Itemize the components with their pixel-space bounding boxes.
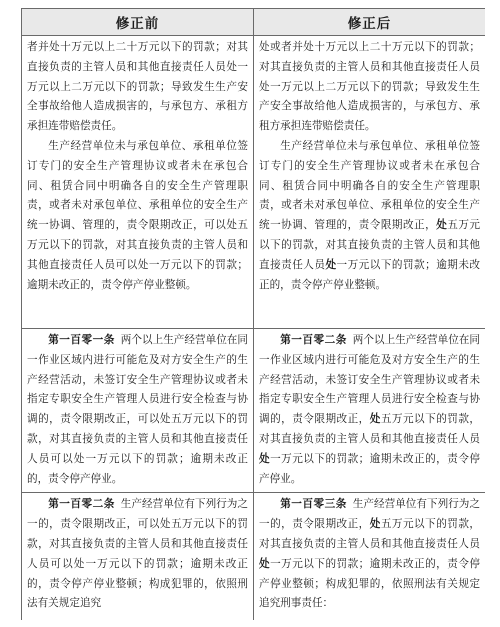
revised-word: 处 — [436, 219, 448, 232]
cell-after — [254, 36, 486, 329]
article-number: 第一百零一条 — [48, 334, 115, 346]
header-after: 修正后 — [254, 9, 486, 36]
paragraph — [259, 495, 480, 614]
paragraph — [259, 137, 480, 295]
text-segment: 五万元以下的罚款，对其直接负责的主管人员和其他直接责任人员 — [259, 219, 481, 271]
paragraph: 生产经营单位未与承包单位、承租单位签订专门的安全生产管理协议或者未在承包合同、租赁合同中明确各自的安全生产管理职责，或者未对承包单位、承租单位的安全生产统一协调、管理的，责令限期改正，可以处五万元以下的罚款，对其直接负责的主管人员和其他直接责任人员可以处一万元以下的罚款；逾期未改正的，责令停产停业整顿。 — [27, 139, 248, 291]
text-segment: 一万元以下的罚款；逾期未改正的，责令停产停业。 — [259, 452, 481, 485]
comparison-table — [21, 8, 485, 620]
text-segment: 生产经营单位有下列行为之一的，责令限期改正， — [259, 498, 481, 531]
paragraph: 处或者并处十万元以上二十万元以下的罚款；对其直接负责的主管人员和其他直接责任人员处一万元以上二万元以下的罚款；导致发生生产安全事故给他人造成损害的，与承包方、承租方承担连带赔偿责任。 — [259, 41, 480, 133]
article-number: 第一百零二条 — [48, 498, 115, 511]
cell-before — [22, 329, 254, 493]
cell-before — [22, 36, 254, 329]
article-number: 第一百零三条 — [280, 498, 347, 511]
header-before: 修正前 — [22, 9, 254, 36]
paragraph — [259, 331, 480, 489]
paragraph — [27, 495, 248, 614]
comparison-page — [21, 8, 485, 620]
header-row — [22, 9, 486, 36]
cell-after — [254, 329, 486, 493]
text-segment: 一万元以下的罚款；逾期未改正的，责令停产停业整顿。 — [259, 258, 481, 291]
text-segment: 五万元以下的罚款，对其直接负责的主管人员和其他直接责任人员 — [259, 518, 481, 550]
revised-word: 处 — [259, 452, 271, 465]
revised-word: 处 — [369, 413, 381, 426]
table-row — [22, 36, 486, 329]
table-row — [22, 493, 486, 620]
revised-word: 处 — [259, 557, 271, 570]
cell-after — [254, 493, 486, 620]
text-segment: 两个以上生产经营单位在同一作业区域内进行可能危及对方安全生产的生产经营活动，未签订安全生产管理协议或者未指定专职安全生产管理人员进行安全检查与协调的，责令限期改正， — [259, 334, 481, 426]
text-segment: 两个以上生产经营单位在同一作业区域内进行可能危及对方安全生产的生产经营活动，未签订安全生产管理协议或者未指定专职安全生产管理人员进行安全检查与协调的，责令限期改正，可以处五万元以下的罚款，对其直接负责的主管人员和其他直接责任人员可以处一万元以下的罚款；逾期未改正的，责令停产停业。 — [27, 334, 249, 485]
cell-before — [22, 493, 254, 620]
paragraph: 者并处十万元以上二十万元以下的罚款；对其直接负责的主管人员和其他直接责任人员处一万元以上二万元以下的罚款；导致发生生产安全事故给他人造成损害的，与承包方、承租方承担连带赔偿责任。 — [27, 41, 248, 133]
revised-word: 处 — [325, 258, 337, 271]
table-row — [22, 329, 486, 493]
paragraph — [27, 331, 248, 489]
text-segment: 生产经营单位有下列行为之一的，责令限期改正，可以处五万元以下的罚款，对其直接负责的主管人员和其他直接责任人员可以处一万元以下的罚款；逾期未改正的，责令停产停业整顿；构成犯罪的，依照刑法有关规定追究 — [27, 498, 249, 610]
text-segment: 五万元以下的罚款，对其直接负责的主管人员和其他直接责任人员 — [259, 413, 481, 445]
article-number: 第一百零二条 — [280, 334, 347, 346]
text-segment: 一万元以下的罚款；逾期未改正的，责令停产停业整顿；构成犯罪的，依照刑法有关规定追究刑事责任： — [259, 557, 481, 610]
text-segment: 生产经营单位未与承包单位、承租单位签订专门的安全生产管理协议或者未在承包合同、租赁合同中明确各自的安全生产管理职责，或者未对承包单位、承租单位的安全生产统一协调、管理的，责令限期改正， — [259, 139, 480, 232]
revised-word: 处 — [369, 518, 381, 531]
